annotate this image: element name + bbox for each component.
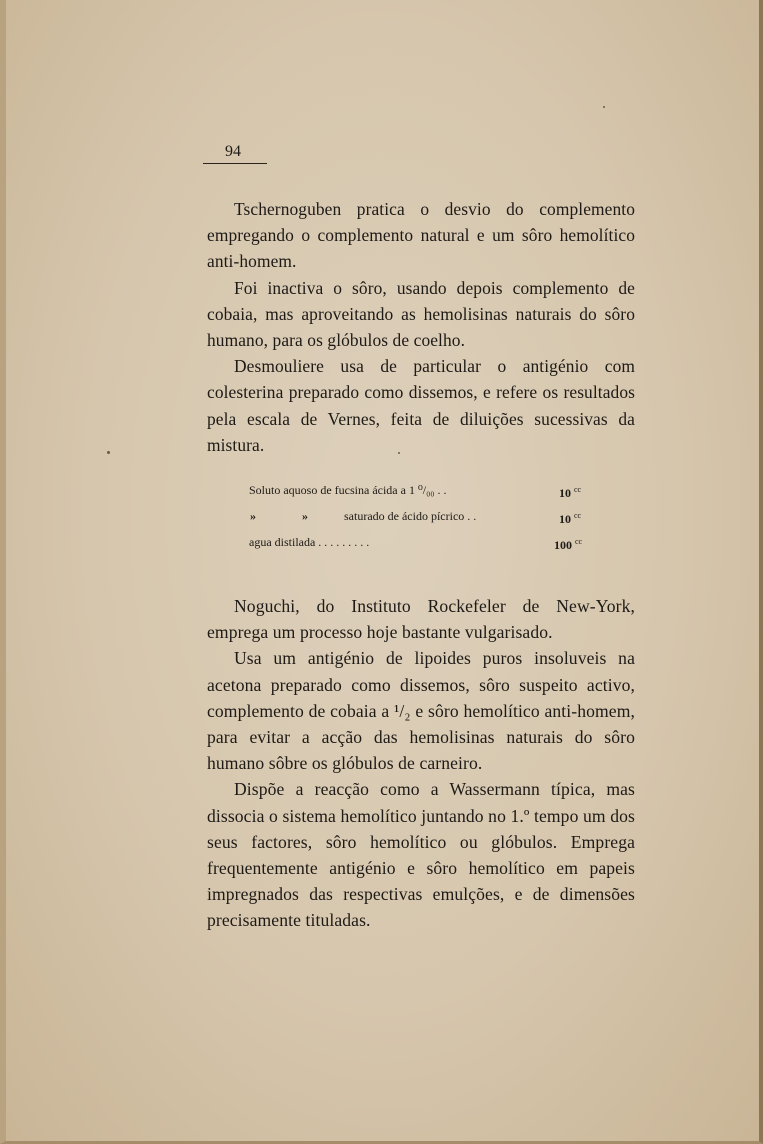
table-row-value: 10 $^{cc}$ — [559, 485, 582, 500]
paragraph: Foi inactiva o sôro, usando depois complemento de cobaia, mas aproveitando as hemolisinas naturais do sôro humano, para os glóbulos de coelho. — [207, 277, 635, 351]
paragraph: Desmouliere usa de particular o antigénio com colesterina preparado como dissemos, e refere os resultados pela escala de Vernes, feita de diluições sucessivas da mistura. — [207, 356, 635, 455]
table-row-label: Soluto aquoso de fucsina ácida a 1 ⁰/₀₀ . . — [249, 483, 447, 497]
paper-speck — [398, 452, 400, 454]
table-row-value: 10 $^{cc}$ — [559, 511, 582, 526]
page-number: 94 — [203, 143, 267, 164]
ditto-mark: » — [302, 509, 308, 523]
text-block-bottom — [207, 593, 635, 934]
text-block-top — [207, 196, 635, 458]
paragraph: Noguchi, do Instituto Rockefeler de New-York, emprega um processo hoje bastante vulgarisado. — [207, 596, 635, 643]
table-row — [249, 529, 599, 555]
table-row-label: agua distilada . . . . . . . . . — [249, 535, 370, 549]
paper-speck — [107, 451, 110, 454]
table-row-value: 100 $^{cc}$ — [554, 537, 583, 552]
table-row-label: saturado de ácido pícrico . . — [344, 509, 477, 523]
paragraph: Tschernoguben pratica o desvio do complemento empregando o complemento natural e um sôro hemolítico anti-homem. — [207, 199, 635, 272]
table-row — [249, 477, 599, 503]
paper-speck — [603, 106, 605, 108]
paragraph: Usa um antigénio de lipoides puros insoluveis na acetona preparado como dissemos, sôro suspeito activo, complemento de cobaia a ¹/₂ e sôro hemolítico anti-homem, para evitar a acção das hemolisinas naturais do sôro humano sôbre os glóbulos de carneiro. — [207, 648, 635, 774]
ditto-mark: » — [250, 509, 256, 523]
paragraph: Dispõe a reacção como a Wassermann típica, mas dissocia o sistema hemolítico juntando no 1.º tempo um dos seus factores, sôro hemolítico ou glóbulos. Emprega frequentemente antigénio e sôro hemolítico em papeis impregnados das respectivas emulções, e de dimensões precisamente tituladas. — [207, 779, 635, 931]
table-row — [249, 503, 599, 529]
solution-table — [249, 477, 599, 555]
